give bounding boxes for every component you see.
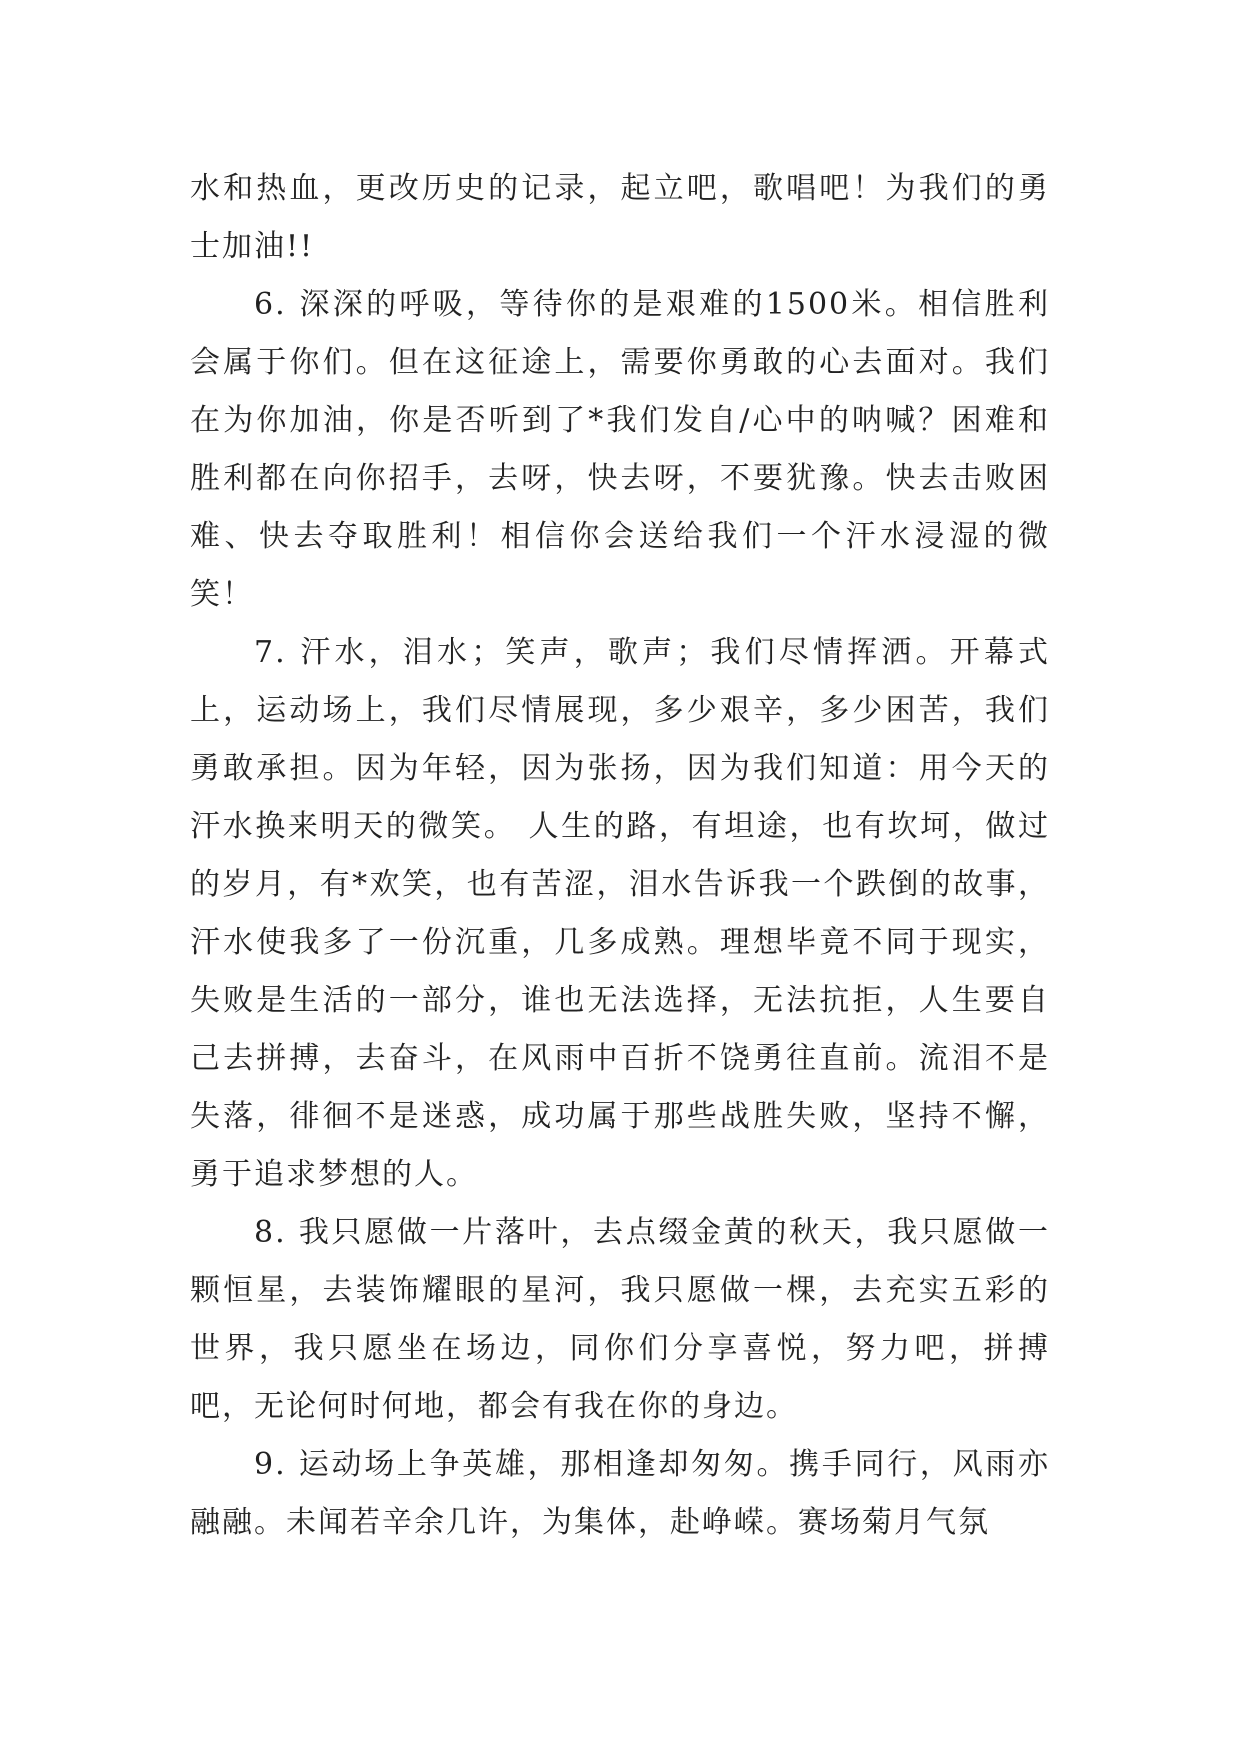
paragraph-item-6: 6. 深深的呼吸，等待你的是艰难的1500米。相信胜利会属于你们。但在这征途上，需要你勇敢的心去面对。我们在为你加油，你是否听到了*我们发自/心中的呐喊？困难和胜利都在向你招手，去呀，快去呀，不要犹豫。快去击败困难、快去夺取胜利！相信你会送给我们一个汗水浸湿的微笑！ [190, 287, 1050, 612]
paragraph-item-8: 8. 我只愿做一片落叶，去点缀金黄的秋天，我只愿做一颗恒星，去装饰耀眼的星河，我只愿做一棵，去充实五彩的世界，我只愿坐在场边，同你们分享喜悦，努力吧，拼搏吧，无论何时何地，都会有我在你的身边。 [190, 1215, 1050, 1424]
document-body [190, 160, 1050, 1552]
paragraph-continuation: 水和热血，更改历史的记录，起立吧，歌唱吧！为我们的勇士加油!! [190, 171, 1050, 264]
paragraph-item-7: 7. 汗水，泪水；笑声，歌声；我们尽情挥洒。开幕式上，运动场上，我们尽情展现，多少艰辛，多少困苦，我们勇敢承担。因为年轻，因为张扬，因为我们知道：用今天的汗水换来明天的微笑。 人生的路，有坦途，也有坎坷，做过的岁月，有*欢笑，也有苦涩，泪水告诉我一个跌倒的故事，汗水使我多了一份沉重，几多成熟。理想毕竟不同于现实，失败是生活的一部分，谁也无法选择，无法抗拒，人生要自己去拼搏，去奋斗，在风雨中百折不饶勇往直前。流泪不是失落，徘徊不是迷惑，成功属于那些战胜失败，坚持不懈，勇于追求梦想的人。 [190, 635, 1050, 1192]
paragraph-item-9: 9. 运动场上争英雄，那相逢却匆匆。携手同行，风雨亦融融。未闻若辛余几许，为集体，赴峥嵘。赛场菊月气氛 [190, 1447, 1050, 1540]
